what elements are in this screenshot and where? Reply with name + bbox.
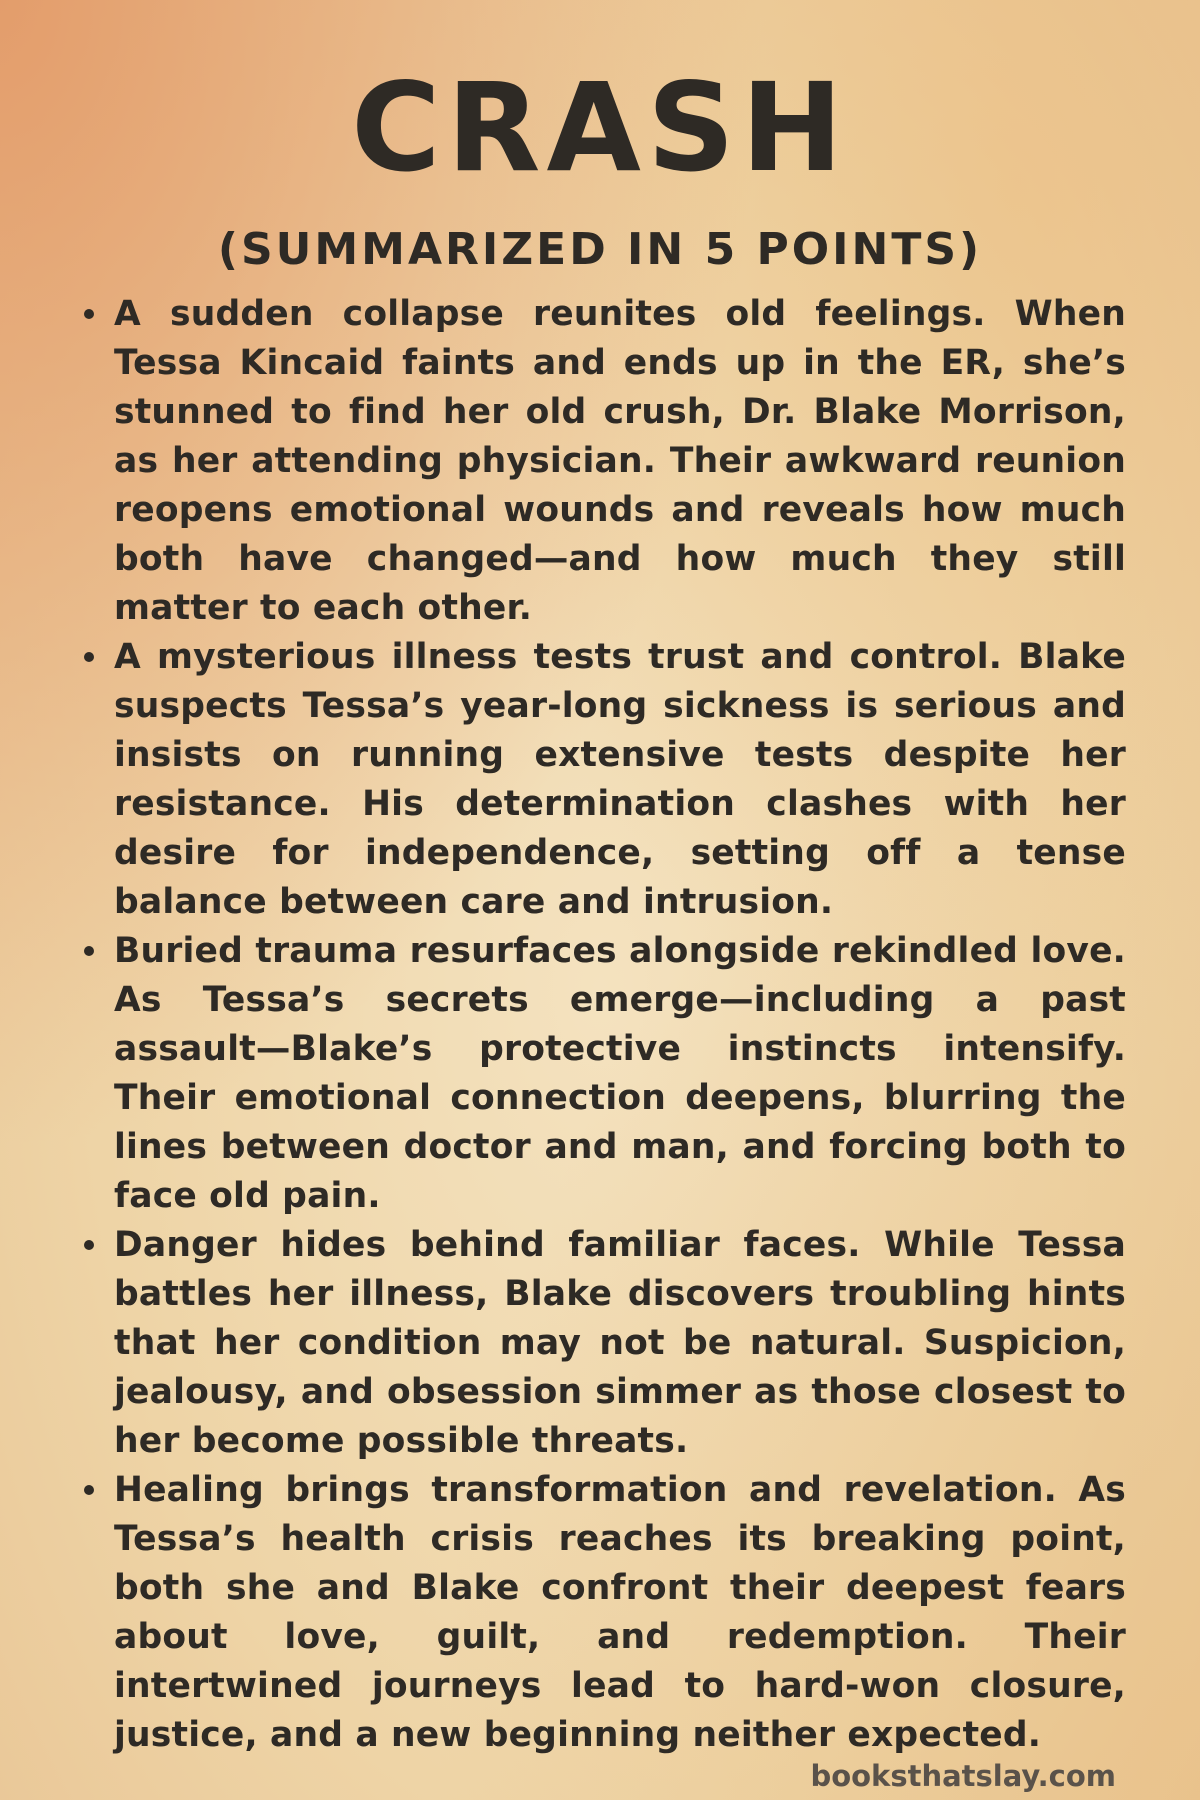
site-watermark: booksthatslay.com bbox=[810, 1759, 1116, 1793]
bullet-icon bbox=[84, 652, 94, 662]
summary-point-text: Buried trauma resurfaces alongside rekindled love. As Tessa’s secrets emerge—including a past assault—Blake’s protective instincts intensify. Their emotional connection deepens, blurring the lines between doctor and man, and forcing both to face old pain. bbox=[114, 931, 1126, 1216]
summary-point bbox=[114, 1221, 1126, 1466]
summary-point bbox=[114, 290, 1126, 633]
summary-points-list bbox=[114, 290, 1126, 1760]
bullet-icon bbox=[84, 1240, 94, 1250]
summary-point-text: Danger hides behind familiar faces. While Tessa battles her illness, Blake discovers troubling hints that her condition may not be natural. Suspicion, jealousy, and obsession simmer as those closest to her become possible threats. bbox=[114, 1225, 1126, 1461]
summary-point-text: Healing brings transformation and revelation. As Tessa’s health crisis reaches its breaking point, both she and Blake confront their deepest fears about love, guilt, and redemption. Their intertwined journeys lead to hard-won closure, justice, and a new beginning neither expected. bbox=[114, 1470, 1126, 1755]
summary-point bbox=[114, 1466, 1126, 1760]
bullet-icon bbox=[84, 1485, 94, 1495]
page-subtitle: (SUMMARIZED IN 5 POINTS) bbox=[217, 224, 983, 275]
summary-point bbox=[114, 927, 1126, 1221]
bullet-icon bbox=[84, 946, 94, 956]
bullet-icon bbox=[84, 309, 94, 319]
summary-point-text: A sudden collapse reunites old feelings. When Tessa Kincaid faints and ends up in the ER, she’s stunned to find her old crush, Dr. Blake Morrison, as her attending physician. Their awkward reunion reopens emotional wounds and reveals how much both have changed—and how much they still matter to each other. bbox=[114, 294, 1126, 628]
page-title: CRASH bbox=[351, 57, 849, 199]
summary-point bbox=[114, 633, 1126, 927]
summary-point-text: A mysterious illness tests trust and control. Blake suspects Tessa’s year-long sickness is serious and insists on running extensive tests despite her resistance. His determination clashes with her desire for independence, setting off a tense balance between care and intrusion. bbox=[114, 637, 1126, 922]
